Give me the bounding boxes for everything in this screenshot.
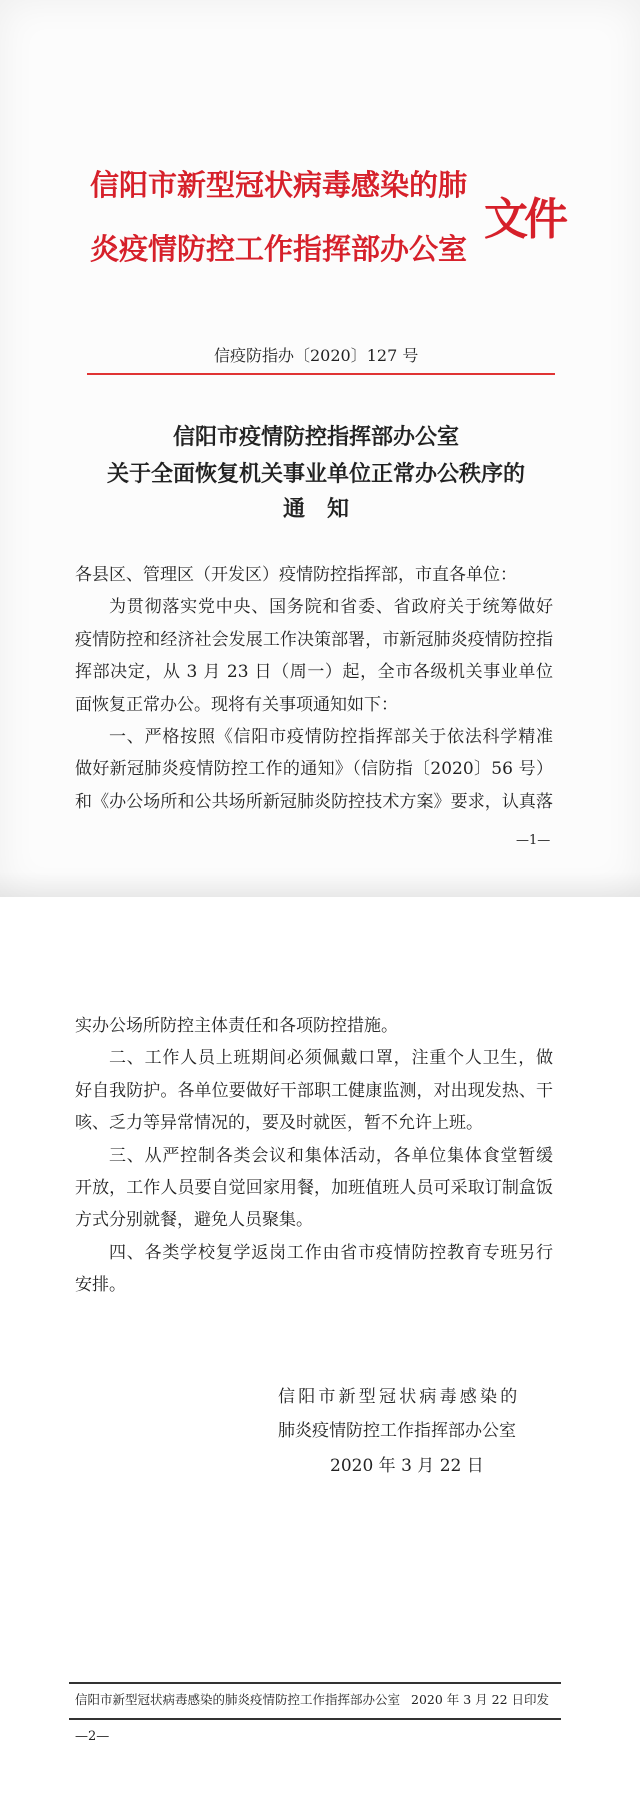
body-line: 咳、乏力等异常情况的，要及时就医，暂不允许上班。 (75, 1113, 483, 1134)
body-line: 为贯彻落实党中央、国务院和省委、省政府关于统筹做好 (109, 597, 553, 618)
document-number: 信疫防指办〔2020〕127 号 (214, 346, 419, 365)
footer-top-rule (69, 1682, 561, 1684)
body-line: 三、从严控制各类会议和集体活动，各单位集体食堂暂缓 (109, 1145, 553, 1166)
body-line: 疫情防控和经济社会发展工作决策部署，市新冠肺炎疫情防控指 (75, 629, 553, 650)
red-separator-line (87, 373, 555, 375)
body-line: 开放，工作人员要自觉回家用餐，加班值班人员可采取订制盒饭 (75, 1177, 553, 1198)
page-1-bottom-edge (0, 872, 640, 897)
body-line: 面恢复正常办公。现将有关事项通知如下： (75, 694, 398, 715)
body-line: 做好新冠肺炎疫情防控工作的通知》（信防指〔2020〕56 号） (75, 759, 553, 780)
page-number-1: —1— (516, 833, 551, 848)
body-line: 实办公场所防控主体责任和各项防控措施。 (75, 1016, 398, 1036)
page-1-body (75, 559, 553, 818)
body-line: 二、工作人员上班期间必须佩戴口罩，注重个人卫生，做 (109, 1048, 553, 1069)
page-number-2: —2— (75, 1729, 110, 1744)
body-line: 挥部决定，从 3 月 23 日（周一）起，全市各级机关事业单位 (75, 662, 553, 683)
notice-title-line-3: 通 知 (282, 496, 349, 522)
salutation-line: 各县区、管理区（开发区）疫情防控指挥部，市直各单位： (75, 565, 517, 585)
signature-line-1: 信阳市新型冠状病毒感染的 (278, 1387, 521, 1407)
masthead-line-1: 信阳市新型冠状病毒感染的肺 (90, 168, 468, 202)
body-line: 安排。 (75, 1275, 126, 1296)
signature-date: 2020 年 3 月 22 日 (330, 1456, 484, 1476)
masthead-document-label: 文件 (484, 194, 564, 245)
body-line: 四、各类学校复学返岗工作由省市疫情防控教育专班另行 (109, 1242, 553, 1263)
signature-line-2: 肺炎疫情防控工作指挥部办公室 (278, 1421, 516, 1441)
footer-issuer: 信阳市新型冠状病毒感染的肺炎疫情防控工作指挥部办公室 (75, 1692, 401, 1707)
body-line: 方式分别就餐，避免人员聚集。 (75, 1210, 313, 1231)
footer-bottom-rule (69, 1718, 561, 1720)
footer-issue-date: 2020 年 3 月 22 日印发 (411, 1692, 550, 1707)
body-line: 好自我防护。各单位要做好干部职工健康监测，对出现发热、干 (75, 1080, 553, 1101)
body-line: 和《办公场所和公共场所新冠肺炎防控技术方案》要求，认真落 (75, 791, 553, 812)
notice-title-line-2: 关于全面恢复机关事业单位正常办公秩序的 (106, 461, 525, 487)
masthead-line-2: 炎疫情防控工作指挥部办公室 (90, 232, 468, 266)
notice-title-line-1: 信阳市疫情防控指挥部办公室 (172, 424, 459, 450)
body-line: 一、严格按照《信阳市疫情防控指挥部关于依法科学精准 (109, 726, 553, 747)
page-2-body (75, 1010, 553, 1302)
